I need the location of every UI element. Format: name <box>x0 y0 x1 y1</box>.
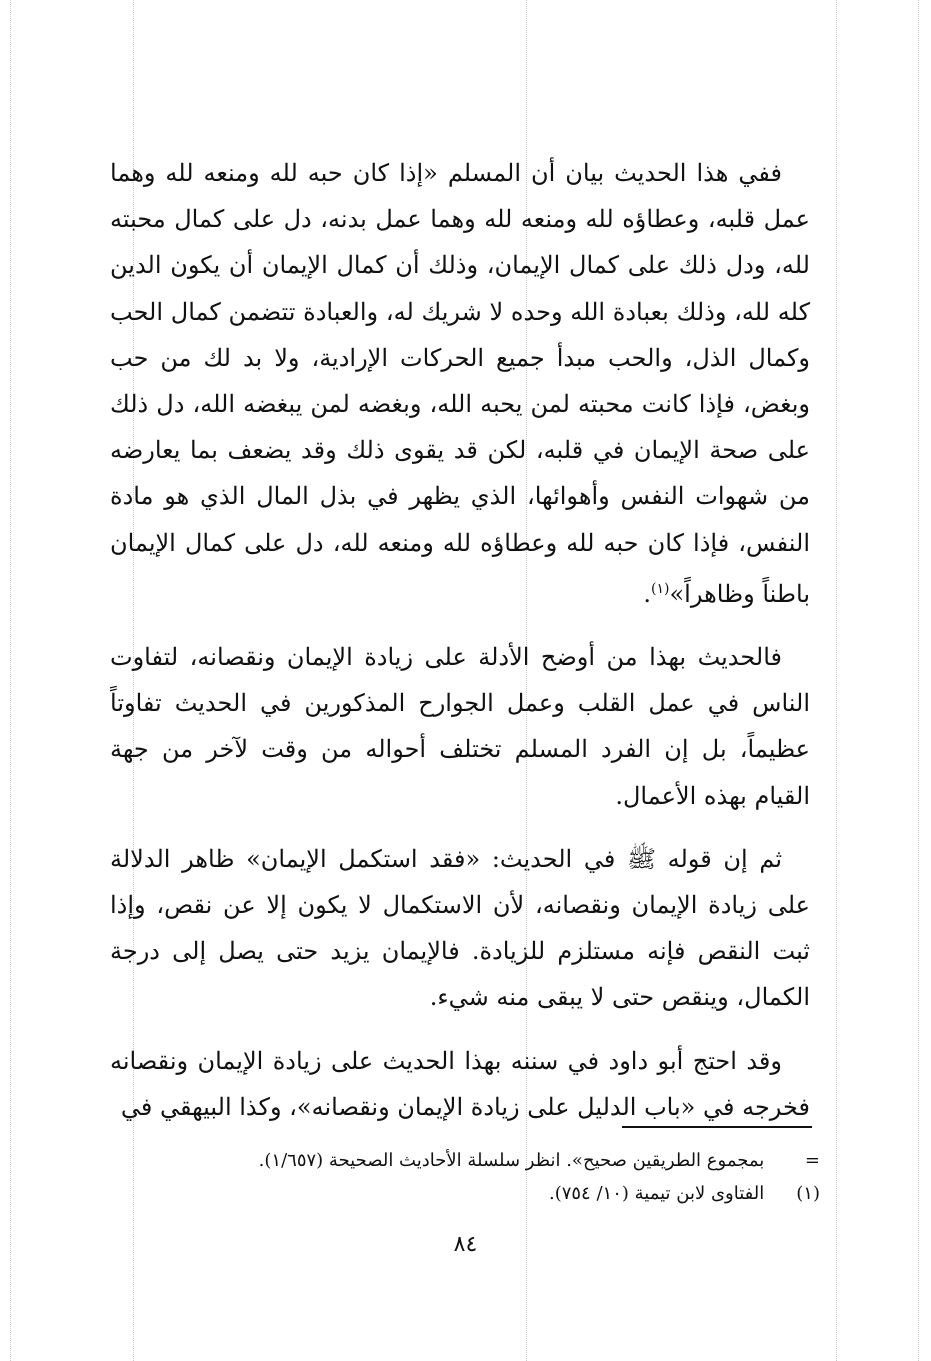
paragraph-4: وقد احتج أبو داود في سننه بهذا الحديث على زيادة الإيمان ونقصانه فخرجه في «باب الدليل على زيادة الإيمان ونقصانه»، وكذا البيهقي في <box>110 1046 810 1121</box>
footnote-continued <box>160 1144 820 1177</box>
main-text <box>110 150 810 1130</box>
paragraph-1-period: . <box>643 579 651 608</box>
scan-guide-line <box>918 0 919 1361</box>
footnotes <box>160 1144 820 1210</box>
scan-guide-line <box>10 0 11 1361</box>
scan-guide-line <box>836 0 837 1361</box>
footnote-1 <box>160 1177 820 1210</box>
page-number: ٨٤ <box>453 1232 478 1257</box>
paragraph-1 <box>110 150 810 617</box>
paragraph-3: ثم إن قوله ﷺ في الحديث: «فقد استكمل الإيمان» ظاهر الدلالة على زيادة الإيمان ونقصانه، لأن الاستكمال لا يكون إلا عن نقص، وإذا ثبت النقص فإنه مستلزم للزيادة. فالإيمان يزيد حتى يصل إلى درجة الكمال، وينقص حتى لا يبقى منه شيء. <box>110 844 810 1012</box>
continuation-mark: = <box>804 1150 820 1171</box>
footnote-1-text: الفتاوى لابن تيمية (١٠/ ٧٥٤). <box>548 1183 765 1204</box>
paragraph-2: فالحديث بهذا من أوضح الأدلة على زيادة الإيمان ونقصانه، لتفاوت الناس في عمل القلب وعمل الجوارح المذكورين في الحديث تفاوتاً عظيماً، بل إن الفرد المسلم تختلف أحواله من وقت لآخر من جهة القيام بهذه الأعمال. <box>110 643 810 810</box>
footnote-continued-text: بمجموع الطريقين صحيح». انظر سلسلة الأحاديث الصحيحة (١/٦٥٧). <box>258 1150 765 1171</box>
paragraph-1-text: ففي هذا الحديث بيان أن المسلم «إذا كان حبه لله ومنعه لله وهما عمل قلبه، وعطاؤه لله ومنعه لله وهما عمل بدنه، دل على كمال محبته لله، ودل ذلك على كمال الإيمان، وذلك أن كمال الإيمان أن يكون الدين كله لله، وذلك بعبادة الله وحده لا شريك له، والعبادة تتضمن كمال الحب وكمال الذل، والحب مبدأ جميع الحركات الإرادية، ولا بد لك من حب وبغض، فإذا كانت محبته لمن يحبه الله، وبغضه لمن يبغضه الله، دل ذلك على صحة الإيمان في قلبه، لكن قد يقوى ذلك وقد يضعف بما يعارضه من شهوات النفس وأهوائها، الذي يظهر في بذل المال الذي هو مادة النفس، فإذا كان حبه لله وعطاؤه لله ومنعه لله، دل على كمال الإيمان باطناً وظاهراً» <box>110 159 810 608</box>
footnote-reference[interactable]: (١) <box>651 580 670 597</box>
footnote-1-number: (١) <box>796 1183 820 1204</box>
footnote-separator <box>622 1126 812 1128</box>
